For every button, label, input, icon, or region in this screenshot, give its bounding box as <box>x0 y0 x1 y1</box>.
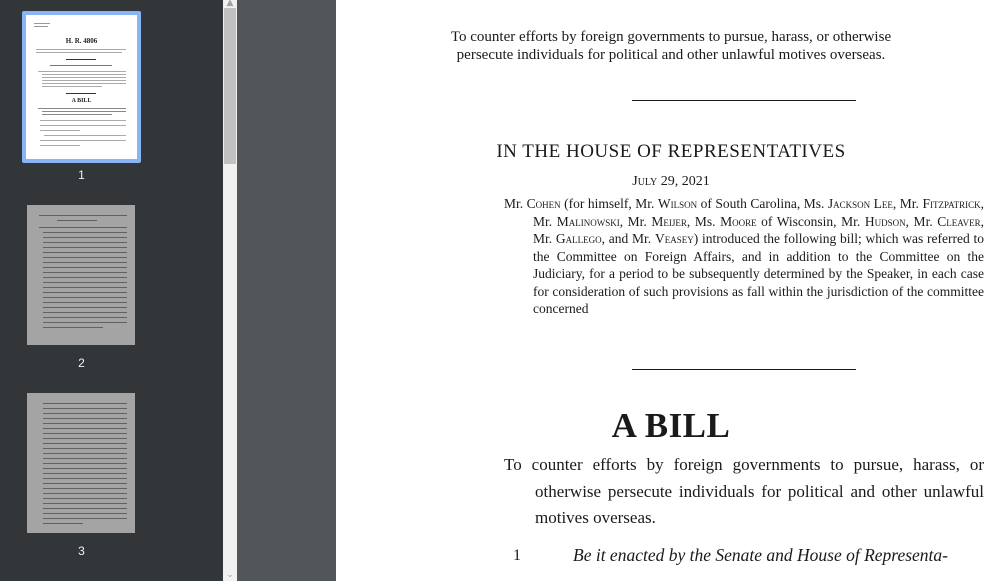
sidebar-scrollbar-thumb[interactable] <box>224 8 236 164</box>
scroll-up-arrow-icon[interactable]: ▲ <box>226 0 234 8</box>
document-subtitle <box>336 28 1006 64</box>
thumbnail-3-number: 3 <box>78 544 85 558</box>
thumbnail-1-title: H. R. 4806 <box>65 37 98 45</box>
house-heading: IN THE HOUSE OF REPRESENTATIVES <box>496 141 846 162</box>
divider-rule <box>632 369 856 370</box>
document-subtitle-line-1: To counter efforts by foreign governments to pursue, harass, or otherwise <box>450 29 892 45</box>
introduction-date: July 29, 2021 <box>632 174 710 189</box>
line-number: 1 <box>513 547 521 564</box>
divider-rule <box>632 100 856 101</box>
thumbnail-page-3[interactable] <box>27 393 135 533</box>
enacting-clause: Be it enacted by the Senate and House of Representa- <box>573 545 948 565</box>
thumbnail-1-number: 1 <box>78 168 85 182</box>
thumbnail-page-2[interactable] <box>27 205 135 345</box>
scroll-down-arrow-icon[interactable]: ⌄ <box>226 570 234 580</box>
bill-purpose: To counter efforts by foreign governments to pursue, harass, or otherwise persecute individuals for political and other unlawful motives overseas. <box>504 455 984 527</box>
thumbnail-2-number: 2 <box>78 356 85 370</box>
bill-heading: A BILL <box>611 406 731 445</box>
thumbnail-page-1[interactable]: H. R. 4806 A BILL <box>26 15 137 159</box>
document-subtitle-line-2: persecute individuals for political and other unlawful motives overseas. <box>456 47 886 63</box>
sidebar-scrollbar[interactable] <box>223 0 237 581</box>
sponsors-paragraph: Mr. Cohen (for himself, Mr. Wilson of South Carolina, Ms. Jackson Lee, Mr. Fitzpatrick, Mr. Malinowski, Mr. Meijer, Ms. Moore of Wisconsin, Mr. Hudson, Mr. Cleaver, Mr. Gallego, and Mr. Veasey) introduced the following bill; which was referred to the Committee on Foreign Affairs, and in addition to the Committee on the Judiciary, for a period to be subsequently determined by the Speaker, in each case for consideration of such provisions as fall within the jurisdiction of the committee concerned <box>504 196 984 316</box>
document-page <box>336 0 1006 581</box>
thumbnail-sidebar <box>0 0 223 581</box>
